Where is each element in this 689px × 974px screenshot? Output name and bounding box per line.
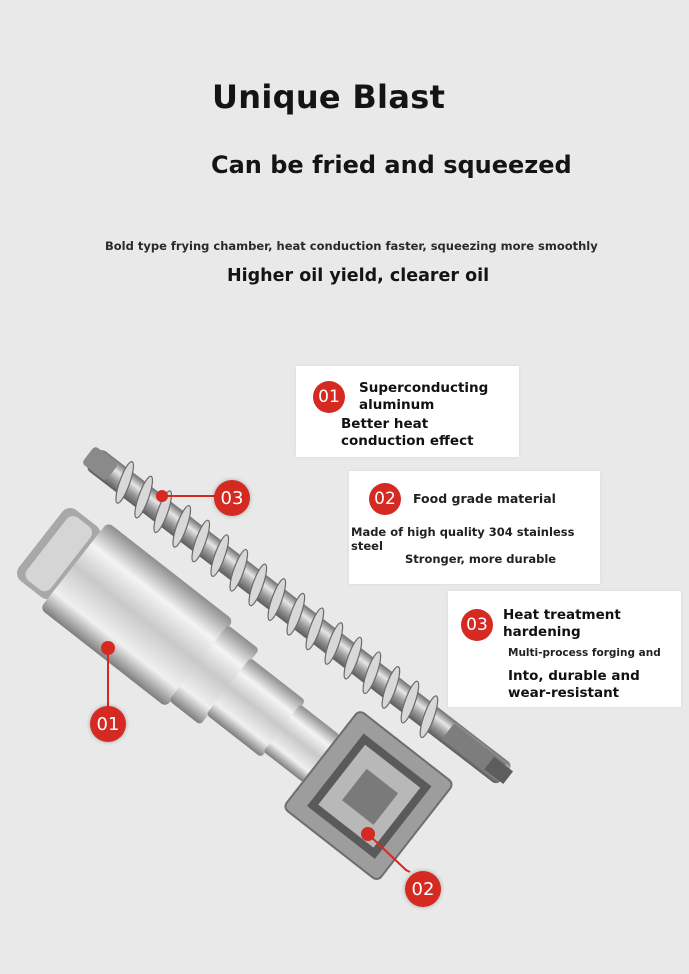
page-subtitle: Can be fried and squeezed	[211, 151, 572, 179]
page-title: Unique Blast	[212, 78, 446, 116]
feature-number-badge: 03	[461, 609, 493, 641]
feature-title: Food grade material	[413, 491, 556, 506]
feature-card-01	[296, 366, 519, 457]
feature-detail: Better heat conduction effect	[341, 416, 474, 449]
callout-label-tube: 01	[90, 706, 126, 742]
feature-detail: Made of high quality 304 stainless steel	[351, 525, 575, 553]
feature-title: Superconducting aluminum	[359, 380, 489, 413]
callout-label-screw: 03	[214, 480, 250, 516]
feature-detail: Stronger, more durable	[405, 552, 557, 566]
callout-label-head: 02	[405, 871, 441, 907]
feature-title: Heat treatment hardening	[503, 607, 621, 640]
feature-detail: Multi-process forging and	[508, 647, 661, 659]
feature-card-02	[349, 471, 600, 584]
feature-description: Bold type frying chamber, heat conduction faster, squeezing more smoothly	[105, 239, 598, 253]
feature-number-badge: 01	[313, 381, 345, 413]
feature-number-badge: 02	[369, 483, 401, 515]
feature-detail: Into, durable and wear-resistant	[508, 668, 640, 701]
feature-card-03	[448, 591, 681, 707]
tagline: Higher oil yield, clearer oil	[227, 266, 490, 286]
